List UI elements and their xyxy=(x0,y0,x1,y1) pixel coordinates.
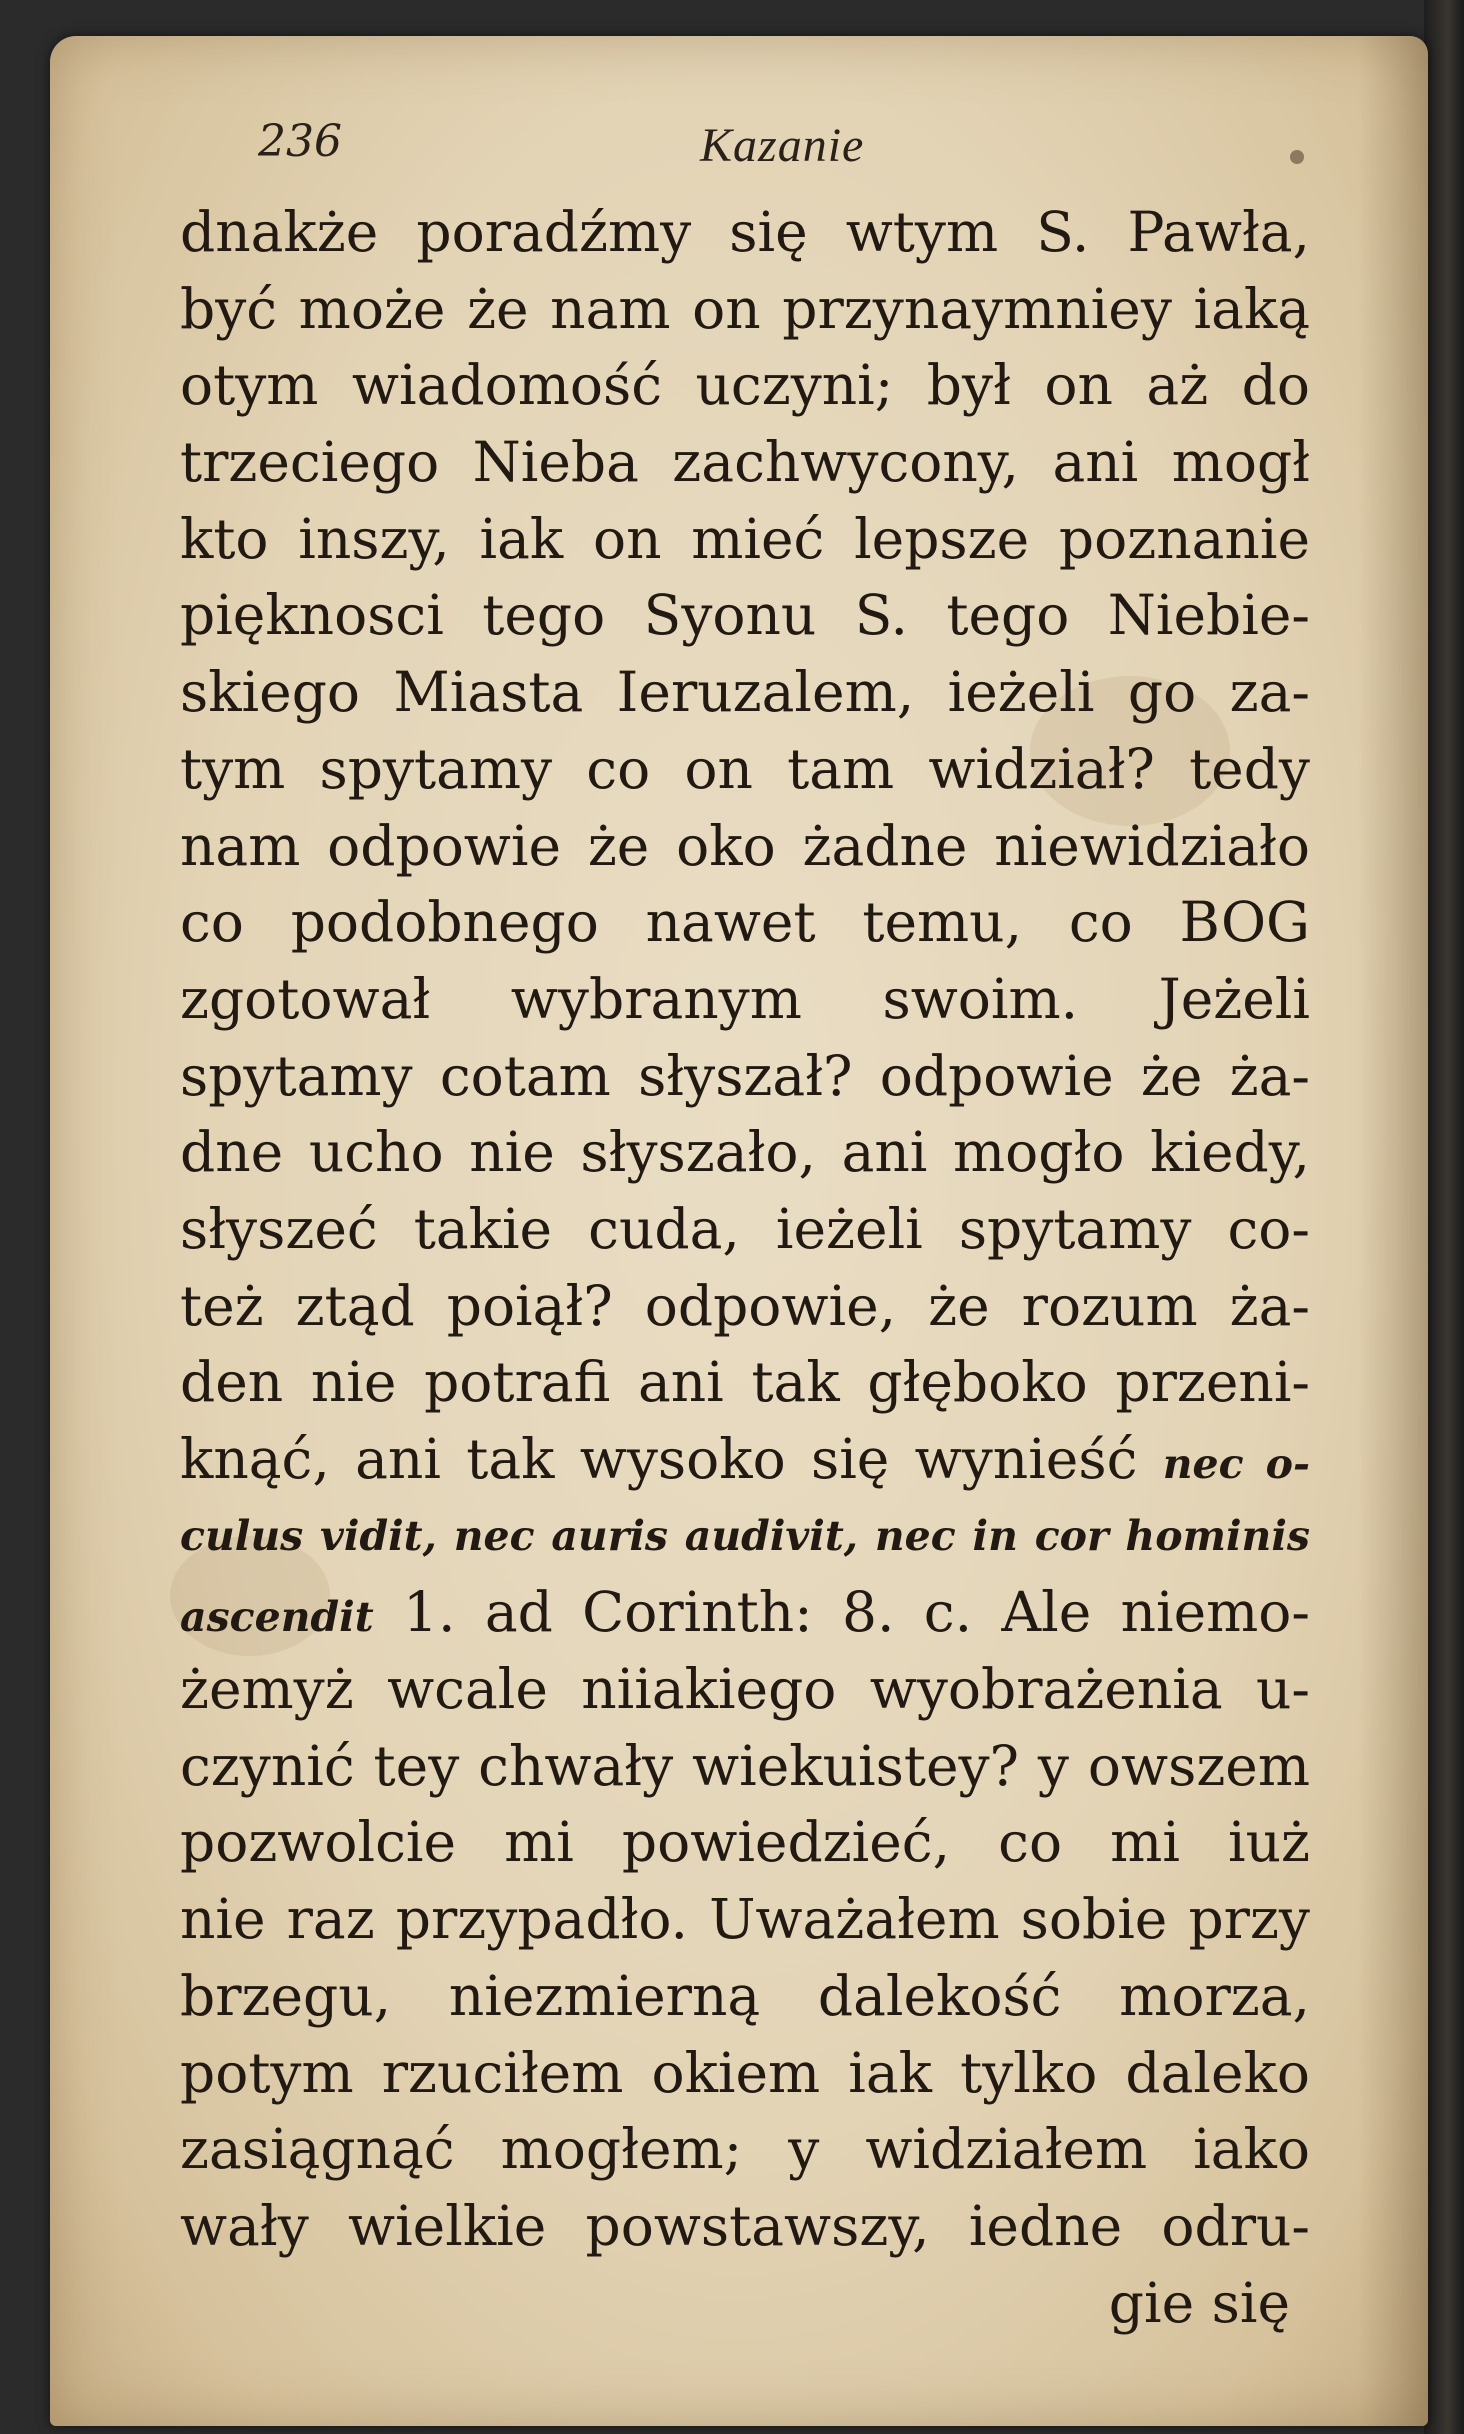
text-segment: 1. ad Corinth: 8. c. Ale niemo- xyxy=(403,1580,1310,1645)
book-edge xyxy=(1424,0,1464,2434)
text-segment: knąć, ani tak wysoko się wynieść xyxy=(180,1427,1138,1491)
text-line: potym rzuciłem okiem iak tylko daleko xyxy=(180,2040,1310,2105)
text-line: pięknosci tego Syonu S. tego Niebie- xyxy=(180,583,1310,648)
text-line: dnakże poradźmy się wtym S. Pawła, xyxy=(180,200,1310,264)
sermon-text xyxy=(180,194,1310,2341)
text-line: być może że nam on przynaymniey iaką xyxy=(180,276,1310,341)
page-number: 236 xyxy=(258,116,342,167)
text-line-mixed xyxy=(180,1574,1310,1651)
text-line: czynić tey chwały wiekuistey? y owszem xyxy=(180,1733,1310,1798)
text-line: tym spytamy co on tam widział? tedy xyxy=(180,736,1310,801)
text-line-mixed xyxy=(180,1421,1310,1498)
text-line: trzeciego Nieba zachwycony, ani mogł xyxy=(180,430,1310,495)
text-line: słyszeć takie cuda, ieżeli spytamy co- xyxy=(180,1196,1310,1261)
text-line: zgotował wybranym swoim. Jeżeli xyxy=(180,966,1310,1031)
text-line: pozwolcie mi powiedzieć, co mi iuż xyxy=(180,1810,1310,1875)
ink-dot xyxy=(1290,150,1304,164)
text-line: nam odpowie że oko żadne niewidziało xyxy=(180,813,1310,878)
catchword: gie się xyxy=(1108,2270,1290,2335)
text-line: kto inszy, iak on mieć lepsze poznanie xyxy=(180,506,1310,571)
text-line: nie raz przypadło. Uważałem sobie przy xyxy=(180,1887,1310,1952)
text-line: żemyż wcale niiakiego wyobrażenia u- xyxy=(180,1657,1310,1722)
text-line: co podobnego nawet temu, co BOG xyxy=(180,890,1310,955)
text-line: spytamy cotam słyszał? odpowie że ża- xyxy=(180,1043,1310,1108)
text-line: skiego Miasta Ieruzalem, ieżeli go za- xyxy=(180,660,1310,725)
running-head: Kazanie xyxy=(700,119,865,172)
text-line: zasiągnąć mogłem; y widziałem iako xyxy=(180,2117,1310,2182)
page-gutter-shadow xyxy=(1358,36,1428,2426)
page-header xyxy=(210,80,1210,180)
text-line: dne ucho nie słyszało, ani mogło kiedy, xyxy=(180,1120,1310,1185)
latin-quote-segment: nec o- xyxy=(1162,1440,1310,1488)
text-line: otym wiadomość uczyni; był on aż do xyxy=(180,353,1310,418)
text-line: brzegu, niezmierną dalekość morza, xyxy=(180,1963,1310,2028)
text-line: den nie potrafi ani tak głęboko przeni- xyxy=(180,1350,1310,1415)
latin-quote-line: culus vidit, nec auris audivit, nec in cor hominis xyxy=(180,1511,1310,1560)
text-line: też ztąd poiął? odpowie, że rozum ża- xyxy=(180,1273,1310,1338)
latin-quote-segment: ascendit xyxy=(180,1593,374,1642)
text-line: wały wielkie powstawszy, iedne odru- xyxy=(180,2193,1310,2258)
